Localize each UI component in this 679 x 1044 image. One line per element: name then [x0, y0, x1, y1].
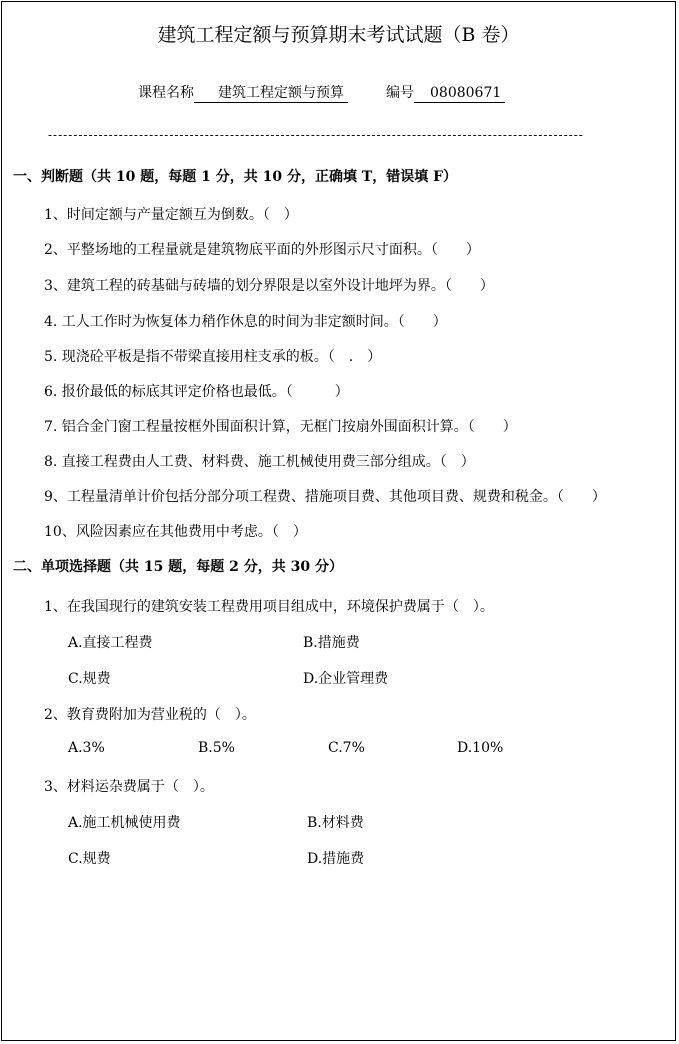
mc-q3-option-a: A.施工机械使用费 [68, 815, 181, 831]
mc-q1-option-d: D.企业管理费 [303, 671, 389, 687]
tf-item-2: 2、平整场地的工程量就是建筑物底平面的外形图示尺寸面积。（ ） [44, 242, 480, 258]
mc-q1-option-b: B.措施费 [303, 635, 360, 651]
code-value: 08080671 [414, 85, 505, 103]
mc-q2-stem: 2、教育费附加为营业税的（ ）。 [44, 707, 256, 723]
mc-q1-option-c: C.规费 [68, 671, 111, 687]
mc-q3-option-b: B.材料费 [307, 815, 364, 831]
mc-q3-option-c: C.规费 [68, 851, 111, 867]
mc-q1-option-a: A.直接工程费 [68, 635, 153, 651]
tf-item-6: 6. 报价最低的标底其评定价格也最低。（ ） [44, 384, 349, 400]
tf-item-8: 8. 直接工程费由人工费、材料费、施工机械使用费三部分组成。（ ） [44, 454, 475, 470]
separator-line: ---------------------------------------------------------------------------------------------------------- [48, 128, 584, 142]
tf-item-5: 5. 现浇砼平板是指不带梁直接用柱支承的板。（ . ） [44, 349, 382, 365]
tf-item-4: 4. 工人工作时为恢复体力稍作休息的时间为非定额时间。（ ） [44, 314, 447, 330]
mc-q3-option-d: D.措施费 [307, 851, 365, 867]
tf-item-3: 3、建筑工程的砖基础与砖墙的划分界限是以室外设计地坪为界。（ ） [44, 278, 494, 294]
mc-q1-stem: 1、在我国现行的建筑安装工程费用项目组成中，环境保护费属于（ ）。 [44, 599, 494, 615]
tf-item-9: 9、工程量清单计价包括分部分项工程费、措施项目费、其他项目费、规费和税金。（ ） [44, 489, 606, 505]
section1-heading: 一、判断题（共 10 题，每题 1 分，共 10 分，正确填 T，错误填 F） [13, 169, 458, 185]
exam-title: 建筑工程定额与预算期末考试试题（B 卷） [157, 24, 520, 46]
mc-q2-option-a: A.3% [68, 740, 105, 756]
exam-page [1, 1, 676, 1041]
section2-heading: 二、单项选择题（共 15 题，每题 2 分，共 30 分） [13, 559, 343, 575]
course-info [138, 82, 505, 103]
code-label: 编号 [386, 85, 414, 101]
course-value: 建筑工程定额与预算 [194, 85, 348, 103]
tf-item-7: 7. 铝合金门窗工程量按框外围面积计算，无框门按扇外围面积计算。（ ） [44, 419, 517, 435]
tf-item-1: 1、时间定额与产量定额互为倒数。（ ） [44, 207, 298, 223]
mc-q2-option-c: C.7% [328, 740, 365, 756]
mc-q2-option-d: D.10% [457, 740, 504, 756]
mc-q3-stem: 3、材料运杂费属于（ ）。 [44, 779, 214, 795]
course-label: 课程名称 [138, 85, 194, 101]
mc-q2-option-b: B.5% [198, 740, 235, 756]
tf-item-10: 10、风险因素应在其他费用中考虑。（ ） [44, 524, 307, 540]
